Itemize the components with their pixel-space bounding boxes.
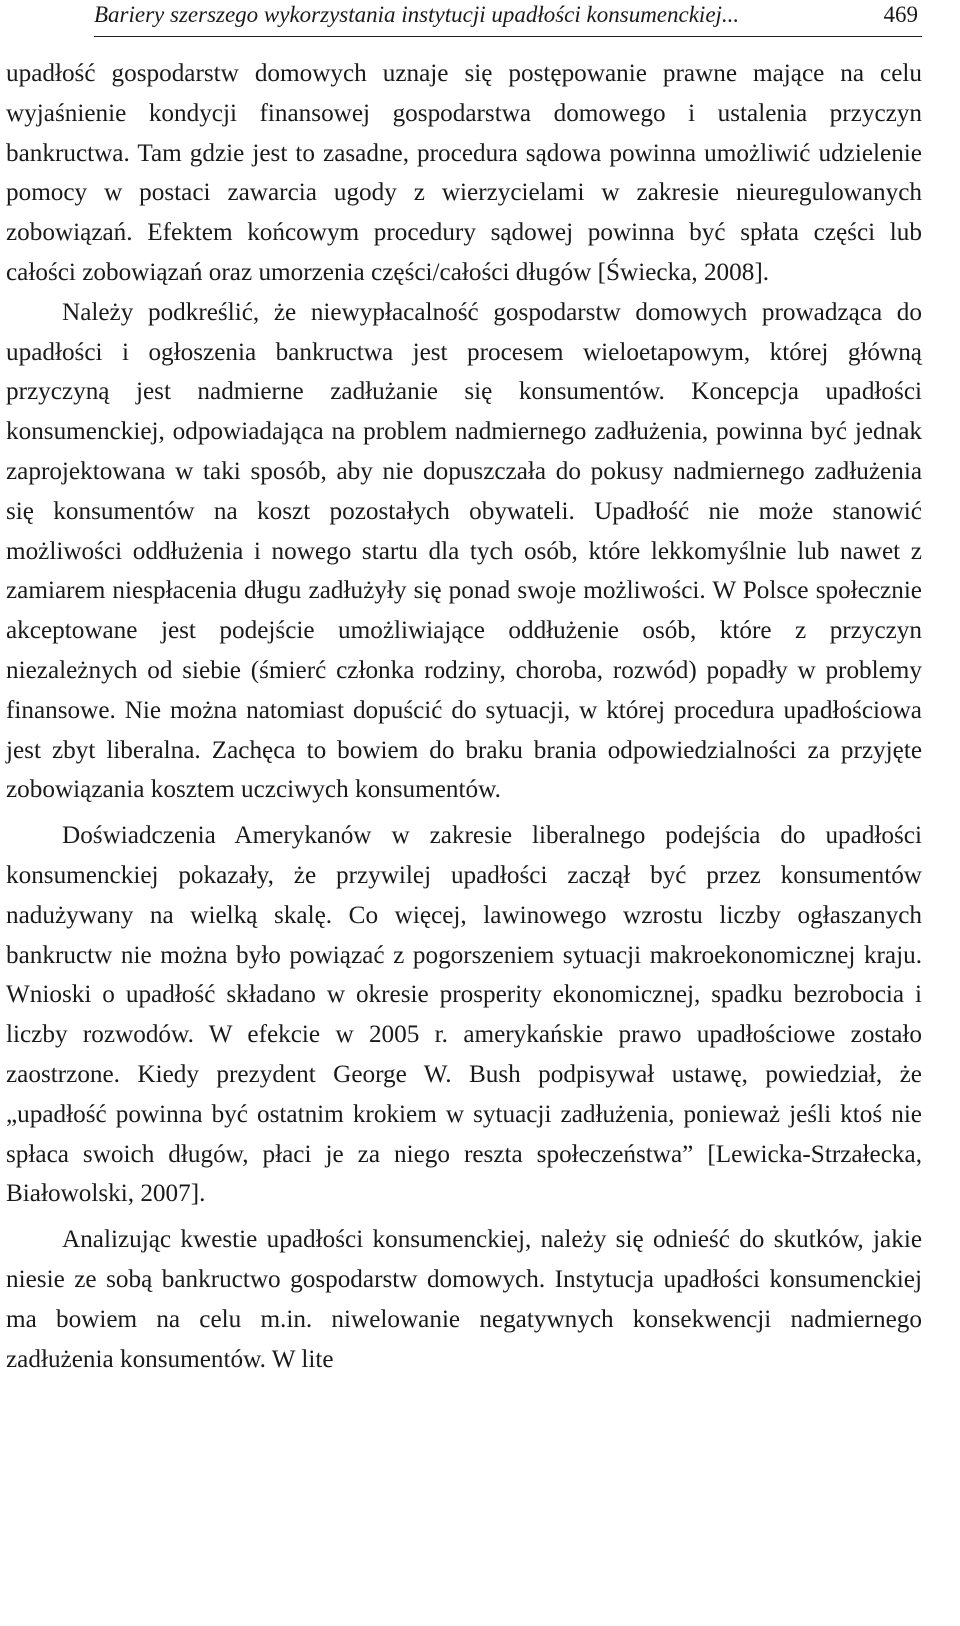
paragraph-4: Analizując kwestie upadłości konsumenckiej, należy się odnieść do skutków, jakie niesie ze sobą bankructwo gospodarstw domowych. Instytucja upadłości konsumenckiej ma bowiem na celu m.in. niwelowanie negatywnych konsekwencji nadmiernego zadłużenia konsumentów. W lite <box>6 1226 922 1373</box>
paragraph-2: Należy podkreślić, że niewypłacalność gospodarstw domowych prowadząca do upadłości i ogłoszenia bankructwa jest procesem wieloetapowym, której główną przyczyną jest nadmierne zadłużanie się konsumentów. Koncepcja upadłości konsumenckiej, odpowiadająca na problem nadmiernego zadłużenia, powinna być jednak zaprojektowana w taki sposób, aby nie dopuszczała do pokusy nadmiernego zadłużenia się konsumentów na koszt pozostałych obywateli. Upadłość nie może stanowić możliwości oddłużenia i nowego startu dla tych osób, które lekkomyślnie lub nawet z zamiarem niespłacenia długu zadłużyły się ponad swoje możliwości. W Polsce społecznie akceptowane jest podejście umożliwiające oddłużenie osób, które z przyczyn niezależnych od siebie (śmierć członka rodziny, choroba, rozwód) popadły w problemy finansowe. Nie można natomiast dopuścić do sytuacji, w której procedura upadłościowa jest zbyt liberalna. Zachęca to bowiem do braku brania odpowiedzialności za przyjęte zobowiązania kosztem uczciwych konsumentów. <box>6 298 922 804</box>
body-text <box>6 54 922 1379</box>
paragraph-1: upadłość gospodarstw domowych uznaje się postępowanie prawne mające na celu wyjaśnienie kondycji finansowej gospodarstwa domowego i ustalenia przyczyn bankructwa. Tam gdzie jest to zasadne, procedura sądowa powinna umożliwić udzielenie pomocy w postaci zawarcia ugody z wierzycielami w zakresie nieuregulowanych zobowiązań. Efektem końcowym procedury sądowej powinna być spłata części lub całości zobowiązań oraz umorzenia części/całości długów [Świecka, 2008]. <box>6 60 922 286</box>
running-title: Bariery szerszego wykorzystania instytucji upadłości konsumenckiej... <box>94 2 740 27</box>
paragraph-3: Doświadczenia Amerykanów w zakresie liberalnego podejścia do upadłości konsumenckiej pokazały, że przywilej upadłości zaczął być przez konsumentów nadużywany na wielką skalę. Co więcej, lawinowego wzrostu liczby ogłaszanych bankructw nie można było powiązać z pogorszeniem sytuacji makroekonomicznej kraju. Wnioski o upadłość składano w okresie prosperity ekonomicznej, spadku bezrobocia i liczby rozwodów. W efekcie w 2005 r. amerykańskie prawo upadłościowe zostało zaostrzone. Kiedy prezydent George W. Bush podpisywał ustawę, powiedział, że „upadłość powinna być ostatnim krokiem w sytuacji zadłużenia, ponieważ jeśli ktoś nie spłaca swoich długów, płaci je za niego reszta społeczeństwa” [Lewicka-Strzałecka, Białowolski, 2007]. <box>6 822 922 1208</box>
running-header <box>94 0 922 37</box>
page-number: 469 <box>883 2 918 27</box>
